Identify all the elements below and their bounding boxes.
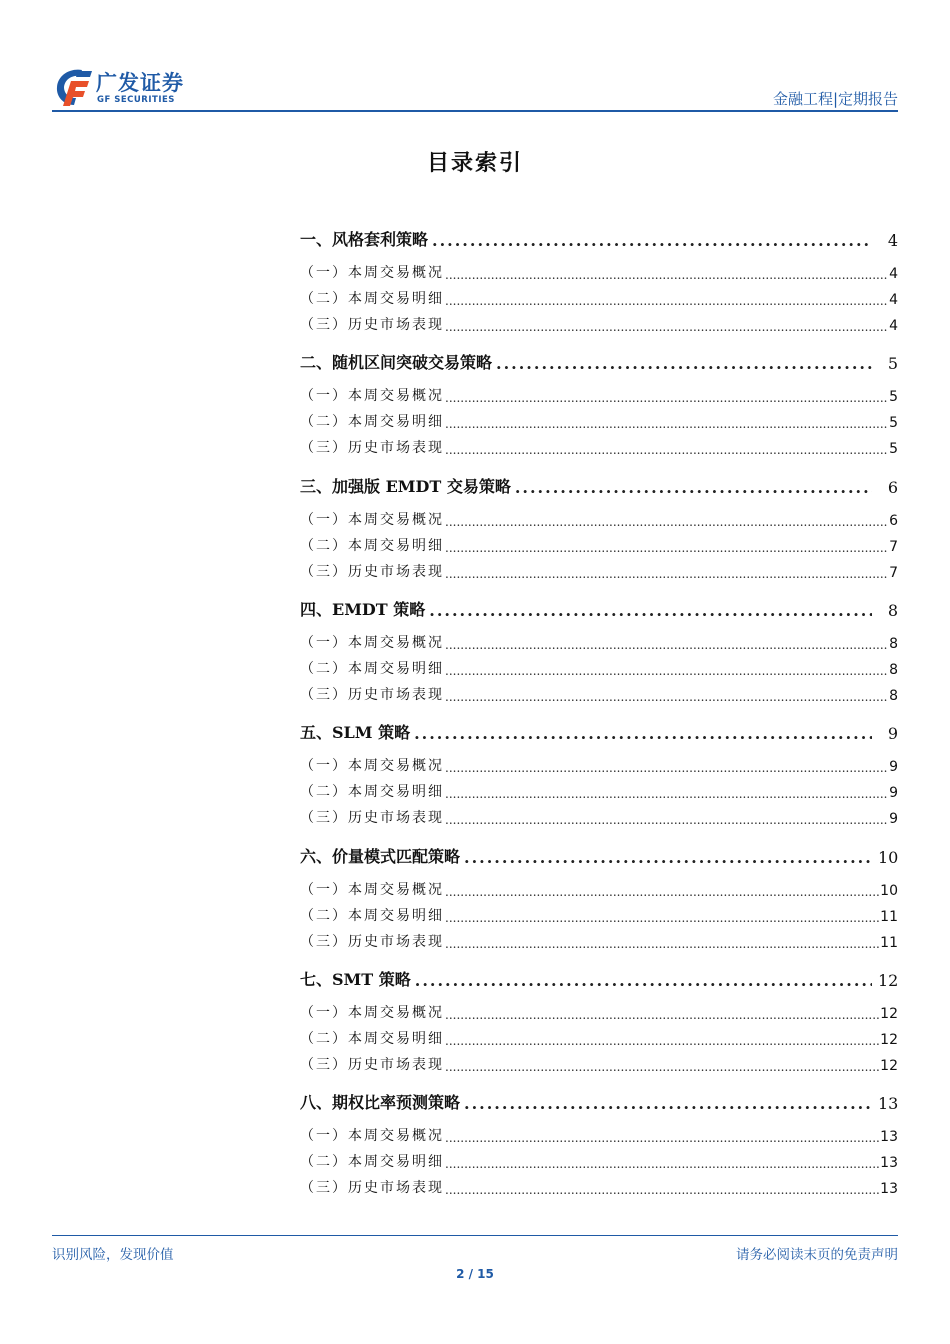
toc-subsection-title: （三）历史市场表现 [300, 317, 444, 333]
toc-subsection-title: （二）本周交易明细 [300, 414, 444, 431]
toc-subsection[interactable] [300, 658, 898, 678]
toc-section-page-number: 12 [878, 970, 899, 990]
toc-subsection-page-number: 12 [880, 1057, 898, 1074]
toc-subsection-page-number: 13 [880, 1155, 898, 1172]
toc-subsection-page-number: 4 [889, 266, 898, 282]
toc-section[interactable] [300, 473, 898, 497]
toc-subsection[interactable] [300, 1054, 898, 1074]
toc-subsection[interactable] [300, 288, 898, 308]
header-divider [52, 110, 898, 112]
toc-section-page-number: 5 [887, 354, 898, 374]
toc-subsection-page-number: 7 [889, 564, 898, 581]
toc-subsection-page-number: 12 [880, 1031, 898, 1048]
toc-subsection[interactable] [300, 561, 898, 581]
toc-subsection[interactable] [300, 1002, 898, 1022]
report-type: 金融工程|定期报告 [772, 90, 898, 108]
toc-subsection[interactable] [300, 931, 898, 951]
toc-section-page-number: 13 [878, 1094, 899, 1114]
page-header [52, 62, 898, 110]
toc-subsection-page-number: 4 [889, 292, 898, 308]
toc-subsection-title: （一）本周交易概况 [300, 388, 444, 405]
logo-chinese-text: 广发证券 [96, 71, 184, 95]
toc-subsection-title: （三）历史市场表现 [300, 1056, 444, 1073]
toc-section-title: 三、加强版 EMDT 交易策略 [300, 476, 511, 496]
toc-subsection-page-number: 10 [880, 882, 898, 899]
toc-subsection-page-number: 13 [880, 1181, 898, 1198]
toc-section-title: 四、EMDT 策略 [300, 599, 426, 619]
toc-subsection-title: （三）历史市场表现 [300, 933, 444, 950]
dot-leader [445, 911, 879, 925]
dot-leader [429, 601, 872, 620]
dot-leader [445, 1131, 879, 1145]
toc-subsection[interactable] [300, 807, 898, 827]
toc-subsection-page-number: 6 [889, 512, 898, 529]
toc-subsection-page-number: 8 [889, 661, 898, 678]
toc-subsection[interactable] [300, 385, 898, 405]
dot-leader [445, 787, 888, 801]
dot-leader [432, 231, 872, 250]
toc-subsection-title: （二）本周交易明细 [300, 537, 444, 554]
toc-subsection[interactable] [300, 1177, 898, 1197]
toc-subsection[interactable] [300, 905, 898, 925]
toc-section-page-number: 8 [887, 600, 898, 620]
toc-section[interactable] [300, 719, 898, 743]
dot-leader [445, 813, 888, 827]
toc-subsection[interactable] [300, 632, 898, 652]
toc-subsection-title: （一）本周交易概况 [300, 1128, 444, 1145]
toc-subsection-title: （一）本周交易概况 [300, 758, 444, 775]
logo-english-text: GF SECURITIES [97, 95, 175, 105]
toc-subsection[interactable] [300, 262, 898, 282]
footer-slogan: 识别风险，发现价值 [52, 1247, 174, 1263]
toc-subsection-page-number: 9 [889, 785, 898, 802]
toc-subsection[interactable] [300, 1125, 898, 1145]
toc-subsection-title: （一）本周交易概况 [300, 634, 444, 651]
toc-subsection-title: （二）本周交易明细 [300, 1030, 444, 1047]
dot-leader [496, 354, 872, 373]
toc-subsection-title: （二）本周交易明细 [300, 784, 444, 801]
dot-leader [445, 320, 888, 334]
toc-subsection-page-number: 8 [889, 635, 898, 652]
toc-subsection-title: （一）本周交易概况 [300, 1004, 444, 1021]
toc-section-title: 五、SLM 策略 [300, 723, 411, 743]
toc-section-page-number: 4 [887, 231, 898, 250]
gf-logo-icon [52, 66, 94, 108]
toc-section-page-number: 10 [878, 847, 899, 867]
toc-subsection-page-number: 9 [889, 759, 898, 776]
toc-subsection[interactable] [300, 535, 898, 555]
dot-leader [445, 1157, 879, 1171]
dot-leader [445, 294, 888, 308]
toc-subsection-title: （一）本周交易概况 [300, 881, 444, 898]
dot-leader [414, 724, 872, 743]
toc-section[interactable] [300, 843, 898, 867]
toc-section-title: 七、SMT 策略 [300, 969, 411, 989]
toc-subsection-page-number: 7 [889, 538, 898, 555]
toc-subsection-title: （三）历史市场表现 [300, 440, 444, 457]
dot-leader [445, 417, 888, 431]
toc-subsection[interactable] [300, 1151, 898, 1171]
toc-subsection[interactable] [300, 879, 898, 899]
toc-subsection-title: （二）本周交易明细 [300, 660, 444, 677]
toc-subsection[interactable] [300, 437, 898, 457]
dot-leader [445, 1034, 879, 1048]
dot-leader [445, 515, 888, 529]
toc-section[interactable] [300, 226, 898, 250]
toc-subsection-page-number: 11 [880, 908, 898, 925]
toc-subsection[interactable] [300, 314, 898, 334]
toc-section[interactable] [300, 349, 898, 373]
dot-leader [445, 885, 879, 899]
toc-subsection-title: （二）本周交易明细 [300, 1154, 444, 1171]
dot-leader [415, 971, 872, 990]
toc-subsection-page-number: 8 [889, 687, 898, 704]
toc-subsection[interactable] [300, 684, 898, 704]
dot-leader [445, 567, 888, 581]
dot-leader [464, 1094, 872, 1113]
toc-section-title: 二、随机区间突破交易策略 [300, 353, 493, 373]
toc-subsection-title: （三）历史市场表现 [300, 810, 444, 827]
toc-subsection[interactable] [300, 411, 898, 431]
toc-section-page-number: 6 [887, 477, 898, 497]
dot-leader [445, 638, 888, 652]
toc-subsection-page-number: 4 [889, 318, 898, 334]
toc-section-title: 六、价量模式匹配策略 [300, 846, 461, 866]
toc-subsection-title: （三）历史市场表现 [300, 563, 444, 580]
toc-section-title: 一、风格套利策略 [300, 230, 429, 249]
dot-leader [445, 541, 888, 555]
toc-subsection-page-number: 9 [889, 811, 898, 828]
dot-leader [445, 1008, 879, 1022]
dot-leader [445, 1060, 879, 1074]
dot-leader [464, 848, 872, 867]
footer-disclaimer: 请务必阅读末页的免责声明 [736, 1247, 898, 1263]
footer-divider [52, 1235, 898, 1236]
toc-section[interactable] [300, 596, 898, 620]
toc-subsection-page-number: 11 [880, 934, 898, 951]
toc-subsection-page-number: 5 [889, 441, 898, 458]
dot-leader [445, 391, 888, 405]
toc-subsection-page-number: 5 [889, 389, 898, 406]
toc-subsection-title: （二）本周交易明细 [300, 291, 444, 307]
toc-subsection-page-number: 12 [880, 1005, 898, 1022]
brand-logo [52, 66, 212, 106]
dot-leader [445, 761, 888, 775]
page-number: 2 / 15 [456, 1267, 494, 1281]
toc-section-title: 八、期权比率预测策略 [300, 1093, 461, 1113]
toc-subsection[interactable] [300, 509, 898, 529]
toc-section[interactable] [300, 966, 898, 990]
toc-subsection-title: （二）本周交易明细 [300, 907, 444, 924]
dot-leader [445, 443, 888, 457]
dot-leader [445, 1183, 879, 1197]
toc-subsection-page-number: 5 [889, 415, 898, 432]
dot-leader [445, 268, 888, 282]
dot-leader [445, 937, 879, 951]
dot-leader [445, 664, 888, 678]
toc-subsection-title: （三）历史市场表现 [300, 686, 444, 703]
toc-subsection-title: （一）本周交易概况 [300, 265, 444, 281]
toc-subsection[interactable] [300, 781, 898, 801]
toc-section[interactable] [300, 1089, 898, 1113]
toc-title: 目录索引 [426, 150, 523, 176]
toc-subsection[interactable] [300, 1028, 898, 1048]
toc-section-page-number: 9 [887, 724, 898, 744]
toc-subsection-page-number: 13 [880, 1129, 898, 1146]
toc-subsection-title: （三）历史市场表现 [300, 1180, 444, 1197]
dot-leader [445, 690, 888, 704]
dot-leader [515, 478, 872, 497]
toc-subsection[interactable] [300, 755, 898, 775]
toc-subsection-title: （一）本周交易概况 [300, 511, 444, 528]
